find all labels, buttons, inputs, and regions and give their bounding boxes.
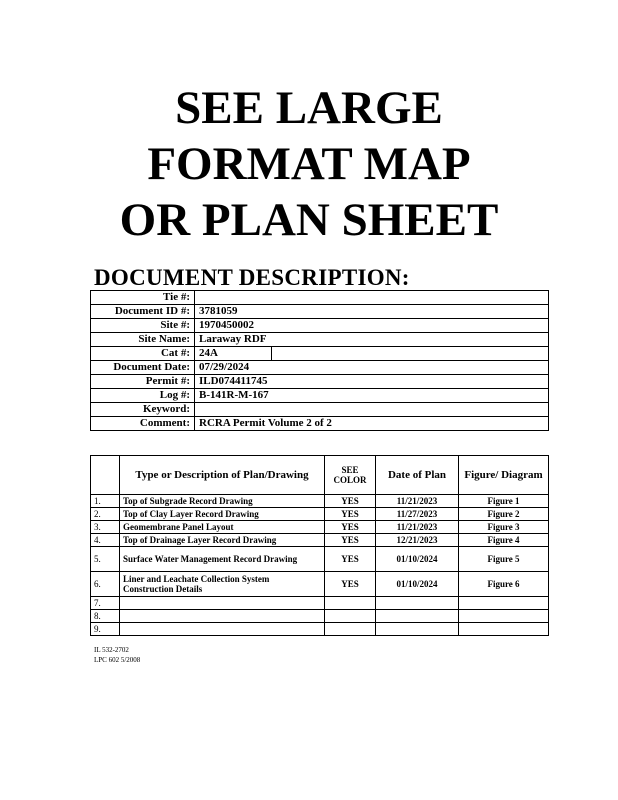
meta-row-document-date	[91, 361, 549, 375]
row-description: Top of Subgrade Record Drawing	[120, 495, 325, 508]
row-date	[376, 610, 459, 623]
document-metadata-table	[90, 290, 549, 431]
row-figure: Figure 5	[459, 547, 549, 572]
meta-row-cat	[91, 347, 549, 361]
form-footer	[94, 645, 140, 665]
meta-row-tie	[91, 291, 549, 305]
meta-label: Document ID #:	[91, 305, 195, 319]
header-date: Date of Plan	[376, 456, 459, 495]
row-figure: Figure 3	[459, 521, 549, 534]
headline-line-3: OR PLAN SHEET	[119, 194, 499, 246]
meta-value: ILD074411745	[195, 375, 549, 389]
plans-table	[90, 455, 549, 636]
row-see-color: YES	[325, 521, 376, 534]
table-row	[91, 572, 549, 597]
meta-value	[195, 403, 549, 417]
row-see-color	[325, 610, 376, 623]
meta-value	[195, 291, 549, 305]
meta-label: Keyword:	[91, 403, 195, 417]
headline	[0, 80, 618, 248]
table-row	[91, 547, 549, 572]
row-figure: Figure 1	[459, 495, 549, 508]
table-row	[91, 521, 549, 534]
row-figure: Figure 2	[459, 508, 549, 521]
row-date: 11/21/2023	[376, 495, 459, 508]
row-figure: Figure 6	[459, 572, 549, 597]
row-description	[120, 610, 325, 623]
table-row	[91, 508, 549, 521]
meta-value: 07/29/2024	[195, 361, 549, 375]
row-number: 5.	[91, 547, 120, 572]
row-description: Top of Drainage Layer Record Drawing	[120, 534, 325, 547]
meta-label: Site Name:	[91, 333, 195, 347]
row-date: 12/21/2023	[376, 534, 459, 547]
meta-row-site-name	[91, 333, 549, 347]
row-see-color	[325, 623, 376, 636]
header-figure: Figure/ Diagram	[459, 456, 549, 495]
meta-value: 1970450002	[195, 319, 549, 333]
row-date: 11/21/2023	[376, 521, 459, 534]
row-date	[376, 623, 459, 636]
row-see-color: YES	[325, 534, 376, 547]
row-description: Top of Clay Layer Record Drawing	[120, 508, 325, 521]
row-figure	[459, 623, 549, 636]
table-row	[91, 623, 549, 636]
meta-row-keyword	[91, 403, 549, 417]
row-description	[120, 597, 325, 610]
row-description	[120, 623, 325, 636]
row-figure	[459, 610, 549, 623]
row-number: 3.	[91, 521, 120, 534]
meta-label: Log #:	[91, 389, 195, 403]
row-number: 6.	[91, 572, 120, 597]
header-number	[91, 456, 120, 495]
row-description: Geomembrane Panel Layout	[120, 521, 325, 534]
meta-label: Tie #:	[91, 291, 195, 305]
row-date	[376, 597, 459, 610]
table-row	[91, 534, 549, 547]
row-figure	[459, 597, 549, 610]
row-date: 11/27/2023	[376, 508, 459, 521]
row-description: Liner and Leachate Collection System Construction Details	[120, 572, 325, 597]
meta-label: Site #:	[91, 319, 195, 333]
headline-line-2: FORMAT MAP	[147, 138, 471, 190]
row-see-color: YES	[325, 547, 376, 572]
meta-row-comment	[91, 417, 549, 431]
row-number: 1.	[91, 495, 120, 508]
row-date: 01/10/2024	[376, 547, 459, 572]
row-see-color	[325, 597, 376, 610]
row-figure: Figure 4	[459, 534, 549, 547]
row-date: 01/10/2024	[376, 572, 459, 597]
document-description-title: DOCUMENT DESCRIPTION:	[94, 265, 410, 290]
meta-value: B-141R-M-167	[195, 389, 549, 403]
meta-value: 24A	[199, 347, 272, 360]
meta-label: Comment:	[91, 417, 195, 431]
meta-label: Document Date:	[91, 361, 195, 375]
table-row	[91, 610, 549, 623]
meta-row-document-id	[91, 305, 549, 319]
row-see-color: YES	[325, 495, 376, 508]
header-see-color: SEE COLOR	[325, 456, 376, 495]
meta-value: 3781059	[195, 305, 549, 319]
table-row	[91, 597, 549, 610]
meta-value: Laraway RDF	[195, 333, 549, 347]
meta-label: Cat #:	[91, 347, 195, 361]
meta-value: RCRA Permit Volume 2 of 2	[195, 417, 549, 431]
meta-row-permit	[91, 375, 549, 389]
form-number: IL 532-2702	[94, 646, 129, 654]
row-see-color: YES	[325, 572, 376, 597]
meta-value-cell	[195, 347, 549, 361]
meta-row-site	[91, 319, 549, 333]
row-number: 7.	[91, 597, 120, 610]
meta-row-log	[91, 389, 549, 403]
meta-label: Permit #:	[91, 375, 195, 389]
row-see-color: YES	[325, 508, 376, 521]
row-description: Surface Water Management Record Drawing	[120, 547, 325, 572]
row-number: 2.	[91, 508, 120, 521]
row-number: 4.	[91, 534, 120, 547]
plans-header-row	[91, 456, 549, 495]
row-number: 8.	[91, 610, 120, 623]
form-revision: LPC 602 5/2008	[94, 656, 141, 664]
header-type: Type or Description of Plan/Drawing	[120, 456, 325, 495]
row-number: 9.	[91, 623, 120, 636]
table-row	[91, 495, 549, 508]
headline-line-1: SEE LARGE	[175, 82, 443, 134]
